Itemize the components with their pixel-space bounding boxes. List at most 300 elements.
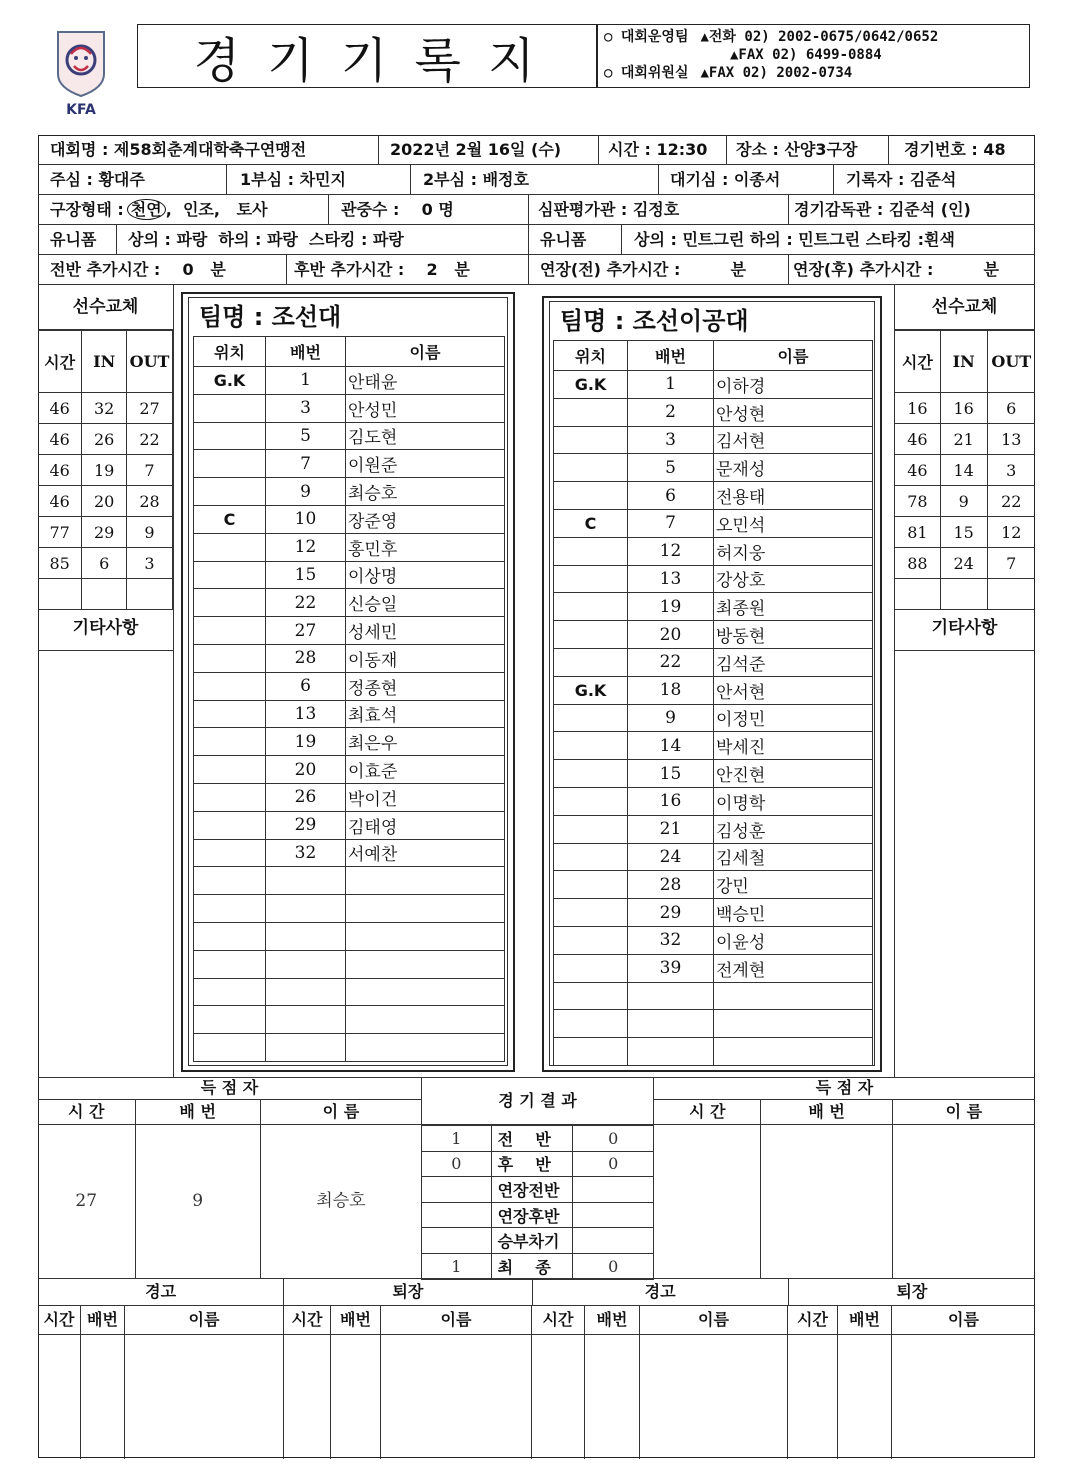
player-name: 이상명 bbox=[346, 561, 505, 589]
right-player-row bbox=[554, 815, 873, 843]
left-subs-cell: 46 bbox=[38, 424, 82, 455]
player-number: 1 bbox=[628, 371, 714, 399]
right-subs-cell: 13 bbox=[987, 424, 1035, 455]
ops-label: ○ 대회운영팀 bbox=[604, 29, 689, 45]
referee-assessor: 심판평가관 : 김정호 bbox=[538, 200, 680, 219]
left-subs-row bbox=[38, 393, 173, 424]
card-col-header: 시간 bbox=[284, 1306, 331, 1334]
scorers-left bbox=[38, 1077, 421, 1278]
player-position bbox=[194, 1034, 266, 1062]
match-time: 시간 : 12:30 bbox=[608, 140, 708, 159]
result-row bbox=[422, 1202, 654, 1228]
player-number: 9 bbox=[266, 478, 346, 506]
left-player-row bbox=[194, 589, 505, 617]
team-right-table bbox=[553, 340, 873, 1066]
match-result-table bbox=[421, 1125, 654, 1280]
player-name: 이정민 bbox=[714, 704, 873, 732]
player-number: 20 bbox=[266, 756, 346, 784]
player-number: 2 bbox=[628, 398, 714, 426]
right-warning-title: 경고 bbox=[533, 1279, 789, 1305]
result-period: 후 반 bbox=[491, 1151, 573, 1177]
left-player-row bbox=[194, 728, 505, 756]
right-player-row bbox=[554, 621, 873, 649]
left-warning-title: 경고 bbox=[38, 1279, 284, 1305]
right-player-row bbox=[554, 482, 873, 510]
result-right-score: 0 bbox=[573, 1126, 654, 1152]
result-row bbox=[422, 1126, 654, 1152]
left-subs-cell: 32 bbox=[82, 393, 127, 424]
title-box bbox=[137, 24, 597, 88]
scorer-right-number-cell bbox=[761, 1125, 892, 1278]
player-name: 문재성 bbox=[714, 454, 873, 482]
ops-fax: ▲FAX 02) 6499-0884 bbox=[730, 47, 882, 63]
result-row bbox=[422, 1177, 654, 1203]
player-number: 27 bbox=[266, 617, 346, 645]
player-position: G.K bbox=[554, 371, 628, 399]
left-subs-cell bbox=[127, 579, 173, 610]
team-right-col-name: 이름 bbox=[714, 341, 873, 371]
left-player-row bbox=[194, 1034, 505, 1062]
left-subs-cell: 3 bbox=[127, 548, 173, 579]
player-name: 이하경 bbox=[714, 371, 873, 399]
player-number: 19 bbox=[266, 728, 346, 756]
right-subs-cell bbox=[895, 579, 941, 610]
player-name: 허지웅 bbox=[714, 537, 873, 565]
left-subs-cell: 85 bbox=[38, 548, 82, 579]
first-half-added-time: 전반 추가시간 : 0 분 bbox=[50, 260, 226, 279]
right-subs-cell: 22 bbox=[987, 486, 1035, 517]
player-position bbox=[194, 533, 266, 561]
player-position bbox=[554, 982, 628, 1010]
player-position bbox=[554, 648, 628, 676]
right-subs-title: 선수교체 bbox=[894, 285, 1035, 330]
result-period: 연장후반 bbox=[491, 1202, 573, 1228]
header-row-5 bbox=[38, 255, 1035, 285]
left-player-row bbox=[194, 1006, 505, 1034]
uniform-right-label: 유니폼 bbox=[540, 230, 587, 249]
player-name bbox=[346, 978, 505, 1006]
player-number: 5 bbox=[266, 422, 346, 450]
card-col-header: 시간 bbox=[38, 1306, 81, 1334]
left-notes-title: 기타사항 bbox=[38, 610, 173, 651]
player-name: 안성민 bbox=[346, 394, 505, 422]
card-col-cell bbox=[81, 1335, 125, 1459]
kfa-logo-text: KFA bbox=[66, 102, 96, 118]
player-number bbox=[266, 1006, 346, 1034]
right-player-row bbox=[554, 787, 873, 815]
result-left-score bbox=[422, 1202, 492, 1228]
team-left-col-num: 배번 bbox=[266, 337, 346, 367]
player-position bbox=[554, 871, 628, 899]
right-subs-row bbox=[895, 486, 1036, 517]
right-subs-row bbox=[895, 517, 1036, 548]
player-position bbox=[194, 672, 266, 700]
player-number: 29 bbox=[628, 899, 714, 927]
card-col-header: 배번 bbox=[585, 1306, 640, 1334]
player-name bbox=[346, 895, 505, 923]
left-subs-cell: 46 bbox=[38, 455, 82, 486]
document-title: 경 기 기 록 지 bbox=[193, 32, 541, 89]
right-player-row bbox=[554, 982, 873, 1010]
player-name: 최종원 bbox=[714, 593, 873, 621]
player-name: 서예찬 bbox=[346, 839, 505, 867]
card-col-header: 이름 bbox=[125, 1306, 284, 1334]
left-player-row bbox=[194, 478, 505, 506]
player-position bbox=[194, 394, 266, 422]
player-position bbox=[554, 787, 628, 815]
player-number bbox=[266, 867, 346, 895]
left-player-row bbox=[194, 505, 505, 533]
attendance: 관중수 : 0 명 bbox=[341, 200, 454, 219]
player-number: 6 bbox=[266, 672, 346, 700]
player-number: 22 bbox=[628, 648, 714, 676]
player-number: 3 bbox=[266, 394, 346, 422]
right-subs-row bbox=[895, 424, 1036, 455]
right-player-row bbox=[554, 954, 873, 982]
team-left-col-pos: 위치 bbox=[194, 337, 266, 367]
card-col-header: 시간 bbox=[788, 1306, 838, 1334]
header-row-3 bbox=[38, 195, 1035, 225]
result-period: 전 반 bbox=[491, 1126, 573, 1152]
right-subs-cell: 3 bbox=[987, 455, 1035, 486]
player-number: 9 bbox=[628, 704, 714, 732]
player-position bbox=[554, 1010, 628, 1038]
committee-fax: ▲FAX 02) 2002-0734 bbox=[700, 65, 853, 81]
left-player-row bbox=[194, 783, 505, 811]
player-name: 안진현 bbox=[714, 760, 873, 788]
uniform-left: 상의 : 파랑 하의 : 파랑 스타킹 : 파랑 bbox=[128, 230, 404, 249]
extra-time-1-added: 연장(전) 추가시간 : 분 bbox=[540, 260, 746, 279]
cards-section bbox=[38, 1278, 1035, 1458]
left-subs-cell: 6 bbox=[82, 548, 127, 579]
assistant-referee-1: 1부심 : 차민지 bbox=[240, 170, 346, 189]
player-position: G.K bbox=[554, 676, 628, 704]
left-subs-row bbox=[38, 486, 173, 517]
result-right-score: 0 bbox=[573, 1151, 654, 1177]
player-number: 15 bbox=[266, 561, 346, 589]
result-row bbox=[422, 1228, 654, 1254]
right-subs-cell bbox=[940, 579, 987, 610]
left-player-row bbox=[194, 422, 505, 450]
header-row-2 bbox=[38, 165, 1035, 195]
player-position: G.K bbox=[194, 367, 266, 395]
player-number: 13 bbox=[628, 565, 714, 593]
uniform-left-label: 유니폼 bbox=[50, 230, 97, 249]
right-substitutions bbox=[894, 285, 1035, 651]
player-number: 21 bbox=[628, 815, 714, 843]
player-number bbox=[266, 950, 346, 978]
player-position bbox=[554, 760, 628, 788]
card-col-cell bbox=[640, 1335, 788, 1459]
scorer-left-time: 27 bbox=[38, 1125, 136, 1278]
left-player-row bbox=[194, 950, 505, 978]
player-position bbox=[194, 978, 266, 1006]
left-subs-cell bbox=[38, 579, 82, 610]
player-name: 이효준 bbox=[346, 756, 505, 784]
right-subs-col-time: 시간 bbox=[895, 331, 941, 393]
player-position bbox=[194, 728, 266, 756]
card-col-cell bbox=[125, 1335, 284, 1459]
player-number: 1 bbox=[266, 367, 346, 395]
recorder: 기록자 : 김준석 bbox=[846, 170, 957, 189]
player-number: 28 bbox=[628, 871, 714, 899]
player-position bbox=[554, 843, 628, 871]
right-subs-cell: 12 bbox=[987, 517, 1035, 548]
right-player-row bbox=[554, 676, 873, 704]
left-player-row bbox=[194, 839, 505, 867]
left-player-row bbox=[194, 700, 505, 728]
right-subs-cell: 16 bbox=[940, 393, 987, 424]
left-subs-table bbox=[38, 330, 173, 610]
right-subs-cell bbox=[987, 579, 1035, 610]
right-player-row bbox=[554, 1010, 873, 1038]
scorers-right-col-name: 이 름 bbox=[945, 1102, 983, 1121]
player-name: 김성훈 bbox=[714, 815, 873, 843]
right-notes-title: 기타사항 bbox=[894, 610, 1035, 651]
pitch-type-natural-circled: 천연 bbox=[127, 199, 166, 220]
result-left-score: 0 bbox=[422, 1151, 492, 1177]
player-name: 강민 bbox=[714, 871, 873, 899]
right-player-row bbox=[554, 454, 873, 482]
team-left-col-name: 이름 bbox=[346, 337, 505, 367]
card-col-cell bbox=[585, 1335, 640, 1459]
left-subs-cell: 26 bbox=[82, 424, 127, 455]
card-col-cell bbox=[788, 1335, 838, 1459]
player-number: 15 bbox=[628, 760, 714, 788]
card-col-cell bbox=[838, 1335, 892, 1459]
player-position bbox=[194, 450, 266, 478]
left-subs-cell: 9 bbox=[127, 517, 173, 548]
player-name: 홍민후 bbox=[346, 533, 505, 561]
left-player-row bbox=[194, 644, 505, 672]
player-position bbox=[554, 398, 628, 426]
right-subs-col-in: IN bbox=[940, 331, 987, 393]
player-name bbox=[714, 982, 873, 1010]
player-number bbox=[266, 895, 346, 923]
player-position bbox=[194, 950, 266, 978]
player-position bbox=[554, 426, 628, 454]
left-player-row bbox=[194, 867, 505, 895]
player-number: 20 bbox=[628, 621, 714, 649]
player-number bbox=[266, 1034, 346, 1062]
left-subs-divider bbox=[173, 285, 174, 1077]
player-name: 최승호 bbox=[346, 478, 505, 506]
player-position bbox=[194, 561, 266, 589]
card-col-cell bbox=[38, 1335, 81, 1459]
right-subs-row bbox=[895, 579, 1036, 610]
player-number: 32 bbox=[266, 839, 346, 867]
player-name: 전계현 bbox=[714, 954, 873, 982]
player-name: 성세민 bbox=[346, 617, 505, 645]
right-player-row bbox=[554, 1038, 873, 1066]
player-name bbox=[346, 1006, 505, 1034]
player-name: 방동현 bbox=[714, 621, 873, 649]
player-position bbox=[554, 593, 628, 621]
player-name: 안서현 bbox=[714, 676, 873, 704]
left-subs-cell: 28 bbox=[127, 486, 173, 517]
match-result bbox=[421, 1077, 654, 1278]
player-position bbox=[194, 839, 266, 867]
left-subs-cell: 46 bbox=[38, 393, 82, 424]
player-number: 32 bbox=[628, 926, 714, 954]
header-row-4 bbox=[38, 225, 1035, 255]
pitch-type-label: 구장형태 : bbox=[50, 200, 124, 219]
referee: 주심 : 황대주 bbox=[50, 170, 145, 189]
card-col-header: 배번 bbox=[838, 1306, 892, 1334]
player-position bbox=[194, 895, 266, 923]
scorers-left-col-num: 배 번 bbox=[136, 1100, 261, 1124]
left-sending-off-title: 퇴장 bbox=[284, 1279, 532, 1305]
result-right-score: 0 bbox=[573, 1253, 654, 1279]
scorers-left-col-name: 이 름 bbox=[322, 1102, 360, 1121]
left-subs-col-time: 시간 bbox=[38, 331, 82, 393]
right-player-row bbox=[554, 648, 873, 676]
scorer-left-number: 9 bbox=[136, 1125, 261, 1278]
right-player-row bbox=[554, 843, 873, 871]
right-player-row bbox=[554, 426, 873, 454]
right-player-row bbox=[554, 398, 873, 426]
left-player-row bbox=[194, 450, 505, 478]
player-number: 12 bbox=[266, 533, 346, 561]
left-player-row bbox=[194, 978, 505, 1006]
right-subs-cell: 7 bbox=[987, 548, 1035, 579]
player-number: 14 bbox=[628, 732, 714, 760]
left-subs-row bbox=[38, 548, 173, 579]
player-number: 13 bbox=[266, 700, 346, 728]
scorer-right-time-cell bbox=[654, 1125, 761, 1278]
team-right-name: 팀명 : 조선이공대 bbox=[560, 307, 749, 335]
right-subs-cell: 81 bbox=[895, 517, 941, 548]
player-position bbox=[194, 783, 266, 811]
left-player-row bbox=[194, 672, 505, 700]
player-name: 이명학 bbox=[714, 787, 873, 815]
left-subs-row bbox=[38, 455, 173, 486]
player-name: 김태영 bbox=[346, 811, 505, 839]
left-subs-col-out: OUT bbox=[127, 331, 173, 393]
result-left-score bbox=[422, 1228, 492, 1254]
player-name: 안성현 bbox=[714, 398, 873, 426]
player-position bbox=[194, 811, 266, 839]
result-left-score bbox=[422, 1177, 492, 1203]
player-position bbox=[554, 1038, 628, 1066]
right-subs-cell: 24 bbox=[940, 548, 987, 579]
player-number bbox=[628, 1038, 714, 1066]
extra-time-2-added: 연장(후) 추가시간 : 분 bbox=[793, 260, 999, 279]
player-position bbox=[554, 482, 628, 510]
left-player-row bbox=[194, 394, 505, 422]
player-name bbox=[346, 950, 505, 978]
left-subs-cell: 22 bbox=[127, 424, 173, 455]
right-player-row bbox=[554, 704, 873, 732]
kfa-logo bbox=[52, 28, 112, 120]
left-subs-cell: 7 bbox=[127, 455, 173, 486]
player-name bbox=[346, 867, 505, 895]
player-number bbox=[266, 922, 346, 950]
right-sending-off-title: 퇴장 bbox=[896, 1282, 928, 1301]
right-subs-divider bbox=[894, 285, 895, 1077]
card-col-header: 이름 bbox=[381, 1306, 532, 1334]
player-name: 김세철 bbox=[714, 843, 873, 871]
player-number: 18 bbox=[628, 676, 714, 704]
player-number bbox=[266, 978, 346, 1006]
match-venue: 장소 : 산양3구장 bbox=[736, 140, 858, 159]
result-period: 최 종 bbox=[491, 1253, 573, 1279]
player-name: 전용태 bbox=[714, 482, 873, 510]
player-name: 백승민 bbox=[714, 899, 873, 927]
fourth-official: 대기심 : 이종서 bbox=[670, 170, 781, 189]
player-name: 이윤성 bbox=[714, 926, 873, 954]
left-substitutions bbox=[38, 285, 173, 651]
match-supervisor: 경기감독관 : 김준석 (인) bbox=[794, 200, 971, 219]
right-player-row bbox=[554, 565, 873, 593]
pitch-type-other: , 인조, 토사 bbox=[165, 200, 268, 219]
right-subs-cell: 9 bbox=[940, 486, 987, 517]
card-col-cell bbox=[892, 1335, 1035, 1459]
right-player-row bbox=[554, 371, 873, 399]
left-subs-row bbox=[38, 579, 173, 610]
player-number: 28 bbox=[266, 644, 346, 672]
right-player-row bbox=[554, 926, 873, 954]
right-subs-cell: 78 bbox=[895, 486, 941, 517]
player-position bbox=[194, 478, 266, 506]
match-result-title: 경 기 결 과 bbox=[422, 1077, 653, 1125]
left-player-row bbox=[194, 617, 505, 645]
left-subs-cell: 27 bbox=[127, 393, 173, 424]
left-subs-cell: 46 bbox=[38, 486, 82, 517]
player-name: 김서현 bbox=[714, 426, 873, 454]
result-right-score bbox=[573, 1177, 654, 1203]
player-position bbox=[194, 756, 266, 784]
card-col-header: 이름 bbox=[948, 1310, 979, 1329]
player-name: 정종현 bbox=[346, 672, 505, 700]
left-player-row bbox=[194, 367, 505, 395]
card-col-header: 배번 bbox=[331, 1306, 381, 1334]
player-name: 최효석 bbox=[346, 700, 505, 728]
card-col-cell bbox=[532, 1335, 585, 1459]
right-subs-cell: 6 bbox=[987, 393, 1035, 424]
player-name: 이원준 bbox=[346, 450, 505, 478]
player-name: 장준영 bbox=[346, 505, 505, 533]
right-subs-row bbox=[895, 548, 1036, 579]
player-name bbox=[714, 1038, 873, 1066]
player-number: 7 bbox=[628, 509, 714, 537]
player-number: 24 bbox=[628, 843, 714, 871]
right-player-row bbox=[554, 537, 873, 565]
left-subs-col-in: IN bbox=[82, 331, 127, 393]
right-subs-cell: 46 bbox=[895, 455, 941, 486]
right-subs-cell: 16 bbox=[895, 393, 941, 424]
left-player-row bbox=[194, 811, 505, 839]
player-number: 16 bbox=[628, 787, 714, 815]
scorer-right-name-cell bbox=[893, 1125, 1035, 1278]
player-name: 김도현 bbox=[346, 422, 505, 450]
match-number: 경기번호 : 48 bbox=[904, 140, 1006, 159]
team-right-col-num: 배번 bbox=[628, 341, 714, 371]
card-col-cell bbox=[284, 1335, 331, 1459]
scorers-right-col-time: 시 간 bbox=[654, 1100, 761, 1124]
player-position bbox=[554, 899, 628, 927]
right-subs-cell: 46 bbox=[895, 424, 941, 455]
right-subs-col-out: OUT bbox=[987, 331, 1035, 393]
right-subs-cell: 21 bbox=[940, 424, 987, 455]
scorers-right bbox=[654, 1077, 1035, 1278]
team-left-box bbox=[181, 292, 515, 1072]
right-player-row bbox=[554, 760, 873, 788]
card-col-header: 이름 bbox=[640, 1306, 788, 1334]
result-left-score: 1 bbox=[422, 1253, 492, 1279]
player-name: 안태윤 bbox=[346, 367, 505, 395]
left-subs-cell: 20 bbox=[82, 486, 127, 517]
